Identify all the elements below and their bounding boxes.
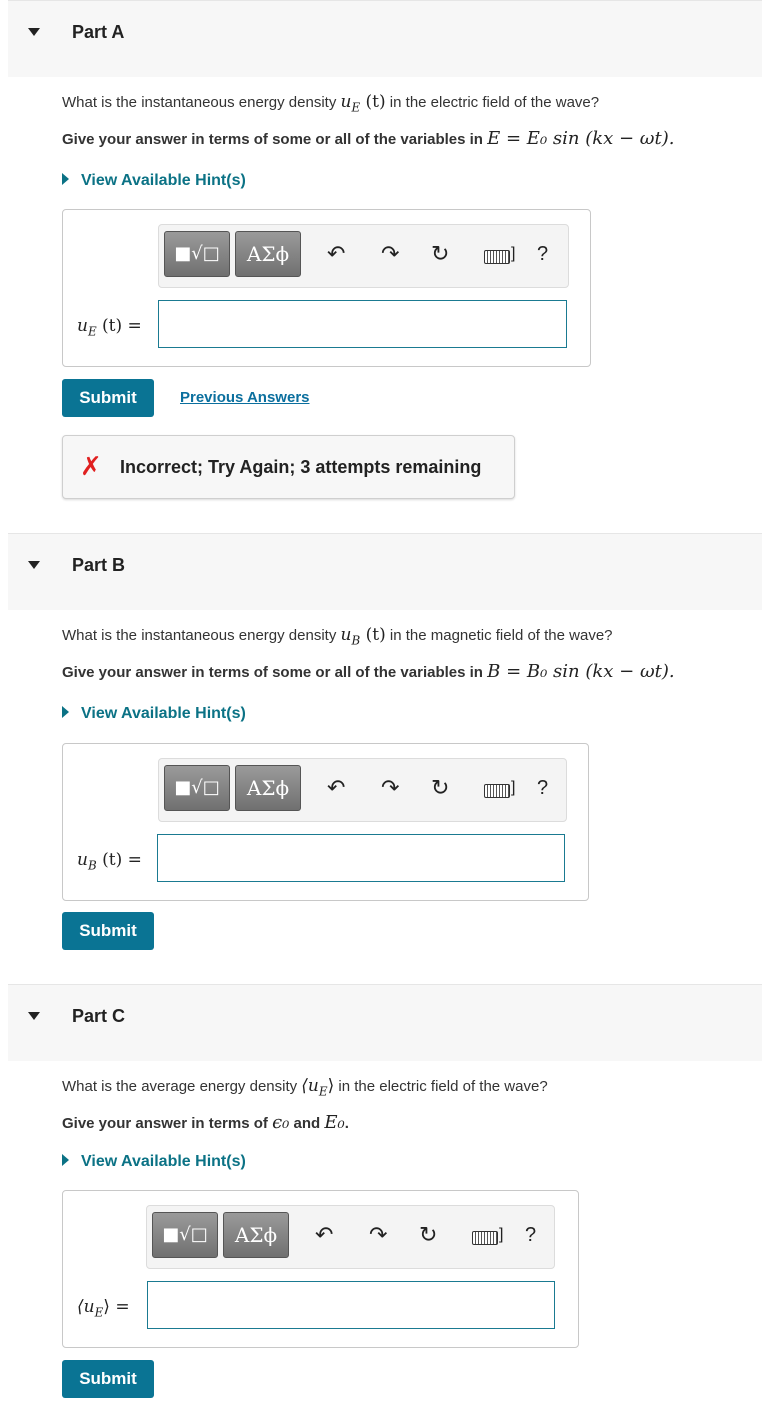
expand-arrow-icon [62,706,69,718]
part-b-instruction: Give your answer in terms of some or all of the variables in B = B₀ sin (kx − ωt). [62,661,675,682]
part-b-submit-button[interactable]: Submit [62,912,154,950]
templates-button[interactable] [152,1212,218,1258]
undo-icon[interactable]: ↶ [315,1222,334,1247]
part-a-math-toolbar [158,224,569,288]
feedback-message: Incorrect; Try Again; 3 attempts remaining [120,457,482,477]
part-a-hint-toggle[interactable]: View Available Hint(s) [62,172,246,190]
part-a-answer-label: $u_E$ (t) = [77,316,142,339]
part-b-equation: B = B₀ sin (kx − ωt). [487,661,675,682]
help-button[interactable]: ? [537,243,549,265]
keyboard-icon[interactable] [472,1231,498,1245]
part-b-question: What is the instantaneous energy density $u_B$ (t) in the magnetic field of the wave? [62,625,613,648]
keyboard-bracket: ] [511,779,516,796]
part-a-feedback [62,435,515,499]
expand-arrow-icon [62,173,69,185]
part-a-equation: E = E₀ sin (kx − ωt). [487,128,675,149]
greek-symbols-button[interactable]: ΑΣϕ [223,1212,289,1258]
keyboard-icon[interactable] [484,784,510,798]
templates-icon: ■√□ [174,777,220,798]
greek-symbols-button[interactable]: ΑΣϕ [235,231,301,277]
part-b-answer-input[interactable] [157,834,565,882]
incorrect-x-icon: ✗ [80,451,102,481]
part-b-title: Part B [72,555,126,575]
part-c-instruction: Give your answer in terms of ϵ₀ and E₀. [62,1112,349,1133]
part-a-answer-input[interactable] [158,300,567,348]
part-c-answer-box [62,1190,579,1348]
part-b-math-toolbar [158,758,567,822]
part-a-question [62,92,599,114]
part-c-collapse-caret-icon[interactable] [28,1012,40,1020]
reset-icon[interactable]: ↻ [431,775,450,800]
redo-icon[interactable]: ↷ [381,775,400,800]
part-a-title: Part A [72,22,125,42]
keyboard-icon[interactable] [484,250,510,264]
part-a-collapse-caret-icon[interactable] [28,28,40,36]
part-a-question-variable: $u_E$ (t) [340,92,386,115]
keyboard-bracket: ] [499,1226,504,1243]
part-c-question: What is the average energy density $⟨u_E⟩$ in the electric field of the wave? [62,1076,548,1099]
reset-icon[interactable]: ↻ [431,241,450,266]
templates-button[interactable] [164,765,230,811]
greek-symbols-button[interactable]: ΑΣϕ [235,765,301,811]
templates-icon: ■√□ [162,1224,208,1245]
keyboard-bracket: ] [511,245,516,262]
part-a-question-suffix: in the electric field of the wave? [385,94,600,111]
help-button[interactable]: ? [537,777,549,799]
templates-button[interactable] [164,231,230,277]
part-a-submit-button[interactable]: Submit [62,379,154,417]
part-b-header[interactable] [8,533,762,610]
part-c-header[interactable] [8,984,762,1061]
part-a-answer-box [62,209,591,367]
previous-answers-link[interactable]: Previous Answers [180,389,310,406]
part-c-title: Part C [72,1006,126,1026]
part-b-answer-label: $u_B$ (t) = [77,850,142,873]
expand-arrow-icon [62,1154,69,1166]
part-c-answer-label: $⟨u_E⟩$ = [77,1297,130,1320]
part-a-header[interactable] [8,0,762,77]
redo-icon[interactable]: ↷ [381,241,400,266]
part-b-collapse-caret-icon[interactable] [28,561,40,569]
part-c-hint-toggle[interactable]: View Available Hint(s) [62,1153,246,1171]
part-c-question-variable: $⟨u_E⟩$ [301,1076,335,1099]
part-b-answer-box [62,743,589,901]
redo-icon[interactable]: ↷ [369,1222,388,1247]
e-zero: E₀ [324,1112,345,1133]
part-a-question-text: What is the instantaneous energy density [62,94,341,111]
part-b-hint-toggle[interactable]: View Available Hint(s) [62,705,246,723]
part-b-question-variable: $u_B$ (t) [340,625,386,648]
undo-icon[interactable]: ↶ [327,775,346,800]
templates-icon: ■√□ [174,243,220,264]
undo-icon[interactable]: ↶ [327,241,346,266]
part-c-math-toolbar [146,1205,555,1269]
epsilon-zero: ϵ₀ [272,1112,290,1133]
part-c-submit-button[interactable]: Submit [62,1360,154,1398]
part-c-answer-input[interactable] [147,1281,555,1329]
reset-icon[interactable]: ↻ [419,1222,438,1247]
help-button[interactable]: ? [525,1224,537,1246]
part-a-instruction: Give your answer in terms of some or all of the variables in E = E₀ sin (kx − ωt). [62,128,675,149]
